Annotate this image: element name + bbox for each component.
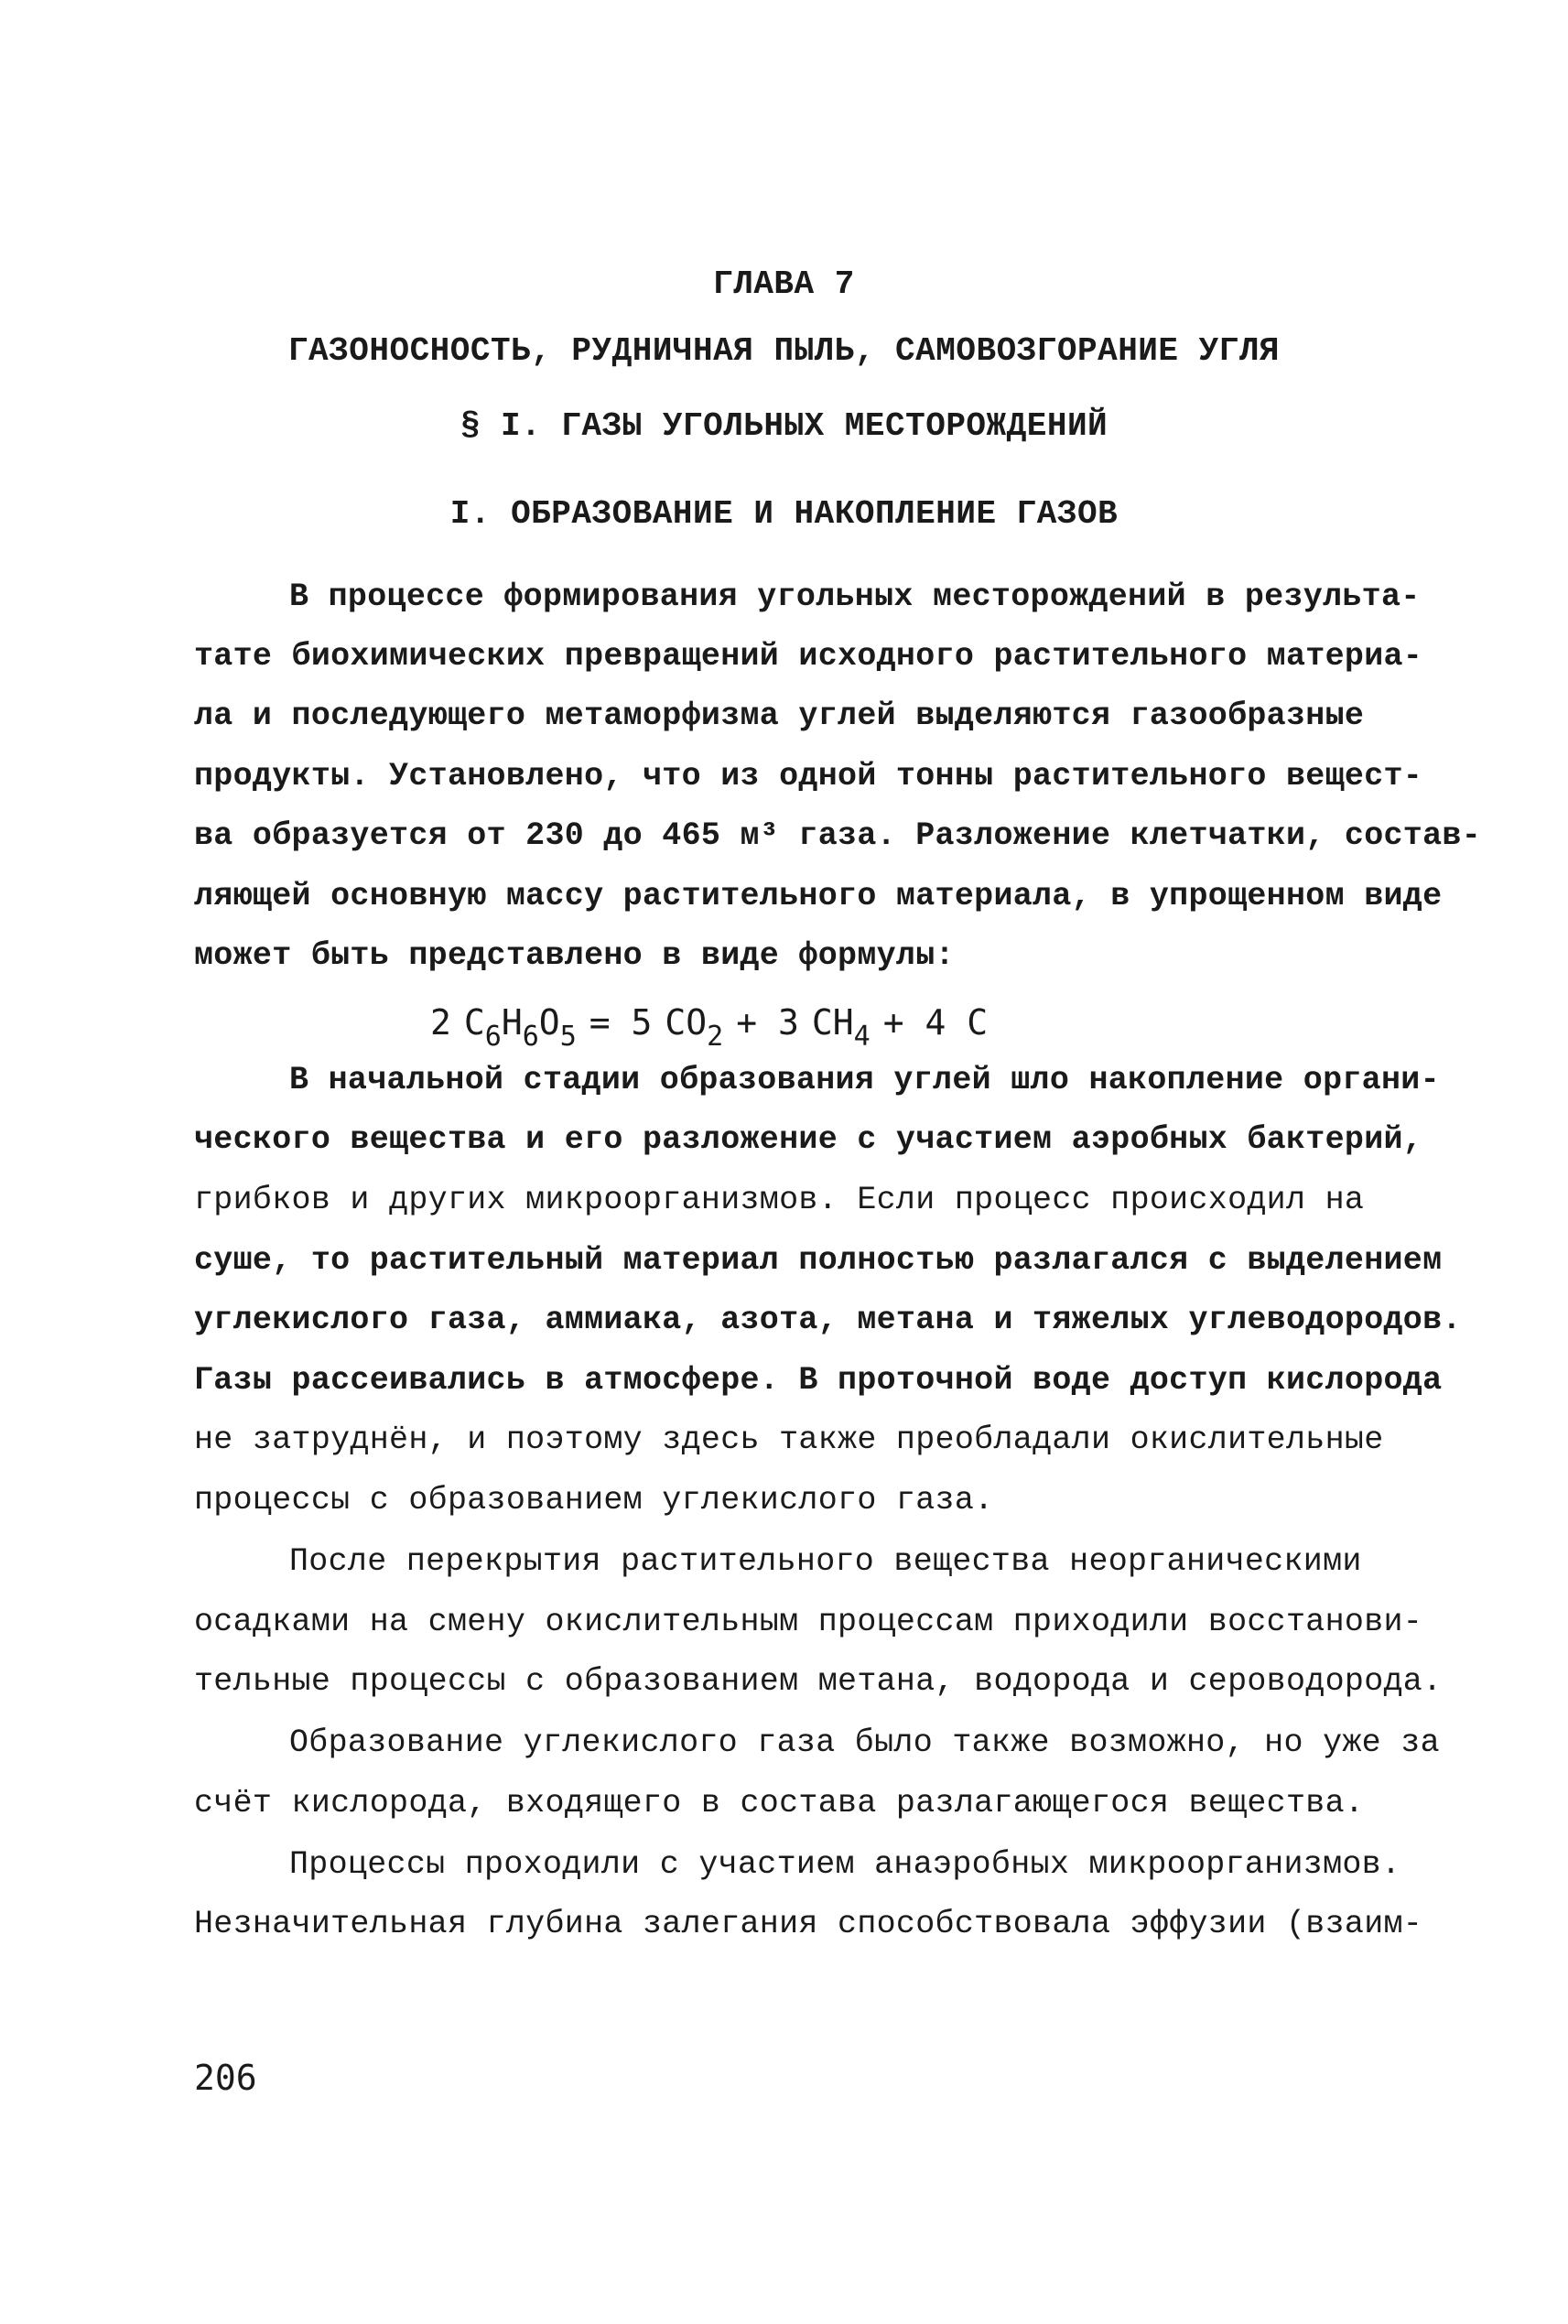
page-number: 206 <box>194 2058 257 2098</box>
paragraph-2-line: процессы с образованием углекислого газа. <box>194 1482 994 1519</box>
chapter-title: ГАЗОНОСНОСТЬ, РУДНИЧНАЯ ПЫЛЬ, САМОВОЗГОРАНИЕ УГЛЯ <box>287 332 1281 370</box>
subsection-title: I. ОБРАЗОВАНИЕ И НАКОПЛЕНИЕ ГАЗОВ <box>449 495 1119 533</box>
paragraph-1-line: ляющей основную массу растительного материала, в упрощенном виде <box>194 878 1443 914</box>
paragraph-1-line: тате биохимических превращений исходного растительного материа- <box>194 638 1423 675</box>
paragraph-4-line: Образование углекислого газа было также возможно, но уже за <box>289 1724 1440 1761</box>
paragraph-2-line: Газы рассеивались в атмосфере. В проточной воде доступ кислорода <box>194 1362 1443 1399</box>
paragraph-1-line: ла и последующего метаморфизма углей выделяются газообразные <box>194 697 1365 734</box>
paragraph-1-line: В процессе формирования угольных месторождений в результа- <box>289 578 1421 615</box>
paragraph-1-line: может быть представлено в виде формулы: <box>194 937 955 974</box>
paragraph-3-line: тельные процессы с образованием метана, водорода и сероводорода. <box>194 1663 1443 1700</box>
chapter-label: ГЛАВА 7 <box>713 265 855 303</box>
paragraph-1-line: продукты. Установлено, что из одной тонны растительного вещест- <box>194 758 1423 794</box>
paragraph-2-line: В начальной стадии образования углей шло накопление органи- <box>289 1062 1440 1098</box>
paragraph-1-line: ва образуется от 230 до 465 м³ газа. Разложение клетчатки, состав- <box>194 817 1482 854</box>
formula-coefficient: 2 <box>430 1002 451 1043</box>
paragraph-2-line: суше, то растительный материал полностью разлагался с выделением <box>194 1242 1443 1279</box>
paragraph-3-line: После перекрытия растительного вещества неорганическими <box>289 1543 1362 1580</box>
paragraph-2-line: ческого вещества и его разложение с участием аэробных бактерий, <box>194 1121 1423 1158</box>
paragraph-2-line: углекислого газа, аммиака, азота, метана и тяжелых углеводородов. <box>194 1302 1462 1338</box>
section-title: § I. ГАЗЫ УГОЛЬНЫХ МЕСТОРОЖДЕНИЙ <box>460 407 1108 445</box>
paragraph-5-line: Незначительная глубина залегания способствовала эффузии (взаим- <box>194 1906 1423 1942</box>
paragraph-3-line: осадками на смену окислительным процессам приходили восстанови- <box>194 1604 1423 1640</box>
paragraph-5-line: Процессы проходили с участием анаэробных микроорганизмов. <box>289 1846 1401 1883</box>
cellulose-decomposition-formula: 2 $C_6H_6O_5 = 5$ $CO_2 + 3$ $CH_4 + 4$ C <box>430 1002 989 1053</box>
paragraph-2-line: грибков и других микроорганизмов. Если процесс происходил на <box>194 1182 1365 1218</box>
paragraph-2-line: не затруднён, и поэтому здесь также преобладали окислительные <box>194 1421 1384 1458</box>
paragraph-4-line: счёт кислорода, входящего в состава разлагающегося вещества. <box>194 1785 1365 1821</box>
